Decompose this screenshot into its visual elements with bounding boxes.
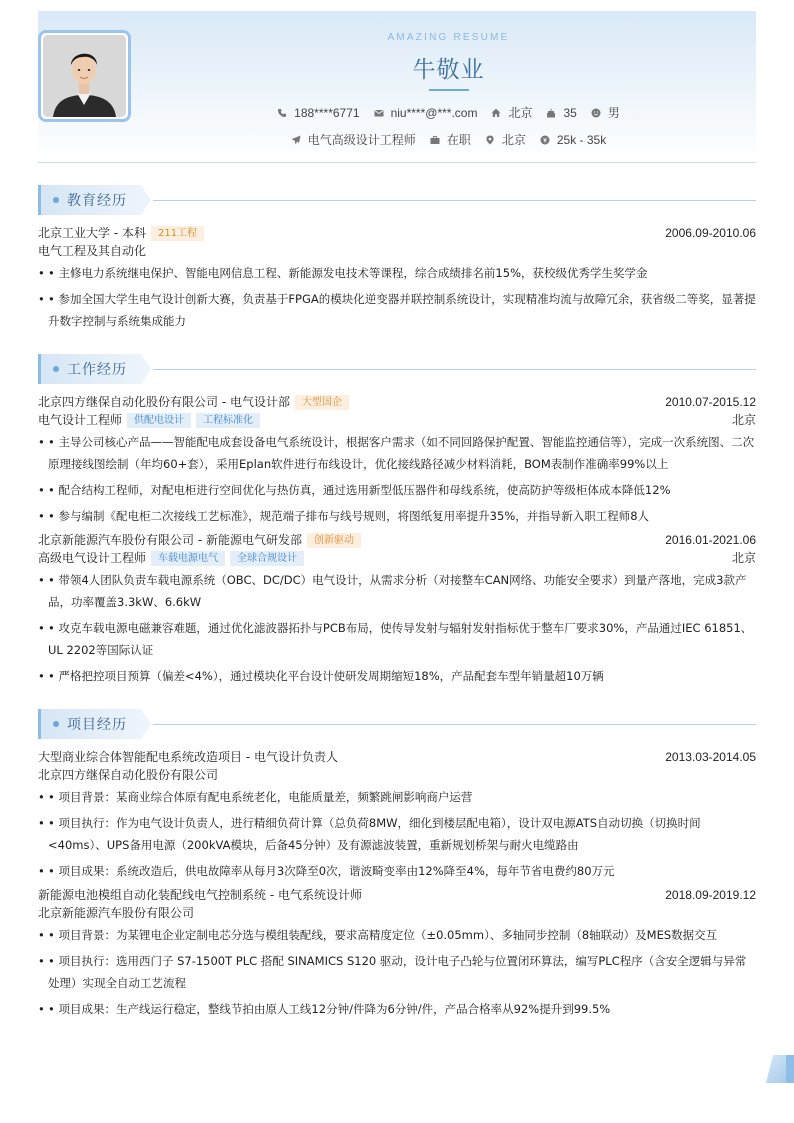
age-text: 35 [563,105,577,120]
list-item: • • 攻克车载电源电磁兼容难题，通过优化滤波器拓扑与PCB布局，使传导发射与辐射发射指标优于整车厂要求30%，产品通过IEC 61851、UL 2202等国际认证 [38,617,756,661]
skill-tag: 全球合规设计 [230,551,304,566]
project-company: 北京四方继保自动化股份有限公司 [38,768,219,782]
position-row [38,549,756,567]
section-title: 工作经历 [67,362,127,378]
project-company: 北京新能源汽车股份有限公司 [38,906,195,920]
list-item: • • 项目背景：为某锂电企业定制电芯分选与模组装配线，要求高精度定位（±0.05mm）、多轴同步控制（8轴联动）及MES数据交互 [38,924,756,946]
phone-text: 188****6771 [294,105,360,120]
project-date: 2013.03-2014.05 [665,750,756,764]
contact-row [141,104,756,121]
list-item: • • 严格把控项目预算（偏差<4%），通过模块化平台设计使研发周期缩短18%，产品配套车型年销量超10万辆 [38,665,756,687]
section-header [38,354,756,384]
school-line: 北京工业大学 - 本科 [38,226,146,240]
status-item [430,131,471,148]
phone-icon [277,108,287,118]
education-date: 2006.09-2010.06 [665,226,756,240]
gender-item [591,104,620,121]
work-bullets [38,569,756,687]
list-item: • • 项目执行：作为电气设计负责人，进行精细负荷计算（总负荷8MW，细化到楼层配电箱），设计双电源ATS自动切换（切换时间<40ms）、UPS备用电源（200kVA模块，后备45分钟）及有源滤波装置，重新规划桥架与耐火电缆路由 [38,812,756,856]
school-tag: 211工程 [151,226,204,241]
section-dot-icon [53,366,59,372]
resume-header [38,11,756,163]
work-bullets [38,431,756,527]
skill-tag: 工程标准化 [196,413,260,428]
page-corner-bar [786,1055,794,1083]
section-tab [38,354,141,384]
phone-item [277,106,359,120]
work-header-row [38,393,756,411]
job-title-item [291,131,416,148]
company-line: 北京四方继保自动化股份有限公司 - 电气设计部 [38,395,290,409]
work-date: 2010.07-2015.12 [665,395,756,409]
section-dot-icon [53,197,59,203]
resume-tagline: AMAZING RESUME [387,32,510,43]
education-section [38,185,756,332]
company-tag: 创新驱动 [307,533,361,548]
list-item: • • 参与编制《配电柜二次接线工艺标准》，规范端子排布与线号规则，将图纸复用率提升35%，并指导新入职工程师8人 [38,505,756,527]
work-heading [38,531,361,549]
education-header-row [38,224,756,242]
salary-text: 25k - 35k [556,132,607,147]
section-tab [38,709,141,739]
section-header [38,185,756,215]
status-text: 在职 [446,133,471,147]
work-header-row [38,531,756,549]
section-dot-icon [53,721,59,727]
company-line: 北京新能源汽车股份有限公司 - 新能源电气研发部 [38,533,302,547]
project-header-row [38,748,756,766]
work-entry [38,531,756,687]
work-section [38,354,756,687]
project-line: 大型商业综合体智能配电系统改造项目 - 电气设计负责人 [38,750,338,764]
home-icon [491,108,501,118]
project-bullets [38,924,756,1020]
list-item: • • 项目成果：系统改造后，供电故障率从每月3次降至0次，谐波畸变率由12%降至4%，每年节省电费约80万元 [38,860,756,882]
target-city-text: 北京 [501,133,526,147]
list-item: • • 项目背景：某商业综合体原有配电系统老化，电能质量差，频繁跳闸影响商户运营 [38,786,756,808]
candidate-name: 牛敬业 [412,57,485,83]
project-company-row [38,904,756,922]
position-row [38,411,756,429]
skill-tag: 车载电源电气 [151,551,225,566]
projects-section [38,709,756,1020]
project-company-row [38,766,756,784]
section-divider [153,200,756,201]
project-header-row [38,886,756,904]
project-line: 新能源电池模组自动化装配线电气控制系统 - 电气系统设计师 [38,888,362,902]
city-item [491,104,532,121]
company-tag: 大型国企 [295,395,349,410]
major-row [38,242,756,260]
project-entry [38,886,756,1020]
section-divider [153,369,756,370]
work-entry [38,393,756,527]
section-title: 教育经历 [67,193,127,209]
list-item: • • 项目成果：生产线运行稳定，整线节拍由原人工线12分钟/件降为6分钟/件，产品合格率从92%提升到99.5% [38,998,756,1020]
resume-page [38,11,756,1024]
section-title: 项目经历 [67,717,127,733]
education-heading [38,224,204,242]
coin-icon [540,135,550,145]
work-heading [38,393,349,411]
project-date: 2018.09-2019.12 [665,888,756,902]
position-text: 高级电气设计工程师 [38,551,147,565]
work-date: 2016.01-2021.06 [665,533,756,547]
salary-item [540,133,606,147]
name-underline [429,89,469,91]
project-entry [38,748,756,882]
project-bullets [38,786,756,882]
age-item [546,106,576,120]
briefcase-icon [430,135,440,145]
mail-icon [374,108,384,118]
email-text: niu****@***.com [390,105,478,120]
target-city-item [485,131,526,148]
education-bullets [38,262,756,332]
major-text: 电气工程及其自动化 [38,244,147,258]
list-item: • • 主修电力系统继电保护、智能电网信息工程、新能源发电技术等课程，综合成绩排名前15%，获校级优秀学生奖学金 [38,262,756,284]
position-text: 电气设计工程师 [38,413,123,427]
education-entry [38,224,756,332]
list-item: • • 主导公司核心产品——智能配电成套设备电气系统设计，根据客户需求（如不同回路保护配置、智能监控通信等），完成一次系统图、二次原理接线图绘制（年均60+套），采用Eplan软件进行布线设计，优化接线路径减少材料消耗，BOM表制作准确率99%以上 [38,431,756,475]
list-item: • • 项目执行：选用西门子 S7-1500T PLC 搭配 SINAMICS S120 驱动，设计电子凸轮与位置闭环算法，编写PLC程序（含安全逻辑与异常处理）实现全自动工艺流程 [38,950,756,994]
list-item: • • 配合结构工程师，对配电柜进行空间优化与热仿真，通过选用新型低压器件和母线系统，使高防护等级柜体成本降低12% [38,479,756,501]
position-heading [38,411,260,429]
list-item: • • 带领4人团队负责车载电源系统（OBC、DC/DC）电气设计，从需求分析（对接整车CAN网络、功能安全要求）到量产落地，完成3款产品，功率覆盖3.3kW、6.6kW [38,569,756,613]
cake-icon [546,108,556,118]
skill-tag: 供配电设计 [127,413,191,428]
smiley-icon [591,108,601,118]
gender-text: 男 [607,106,620,120]
work-location: 北京 [731,551,756,565]
city-text: 北京 [508,106,533,120]
position-heading [38,549,304,567]
location-pin-icon [485,135,495,145]
work-location: 北京 [731,413,756,427]
section-header [38,709,756,739]
job-title-text: 电气高级设计工程师 [307,133,416,147]
send-icon [291,135,301,145]
section-tab [38,185,141,215]
job-intent-row [141,131,756,148]
email-item [374,106,478,120]
section-divider [153,724,756,725]
list-item: • • 参加全国大学生电气设计创新大赛，负责基于FPGA的模块化逆变器并联控制系统设计，实现精准均流与故障冗余，获省级二等奖，显著提升数字控制与系统集成能力 [38,288,756,332]
